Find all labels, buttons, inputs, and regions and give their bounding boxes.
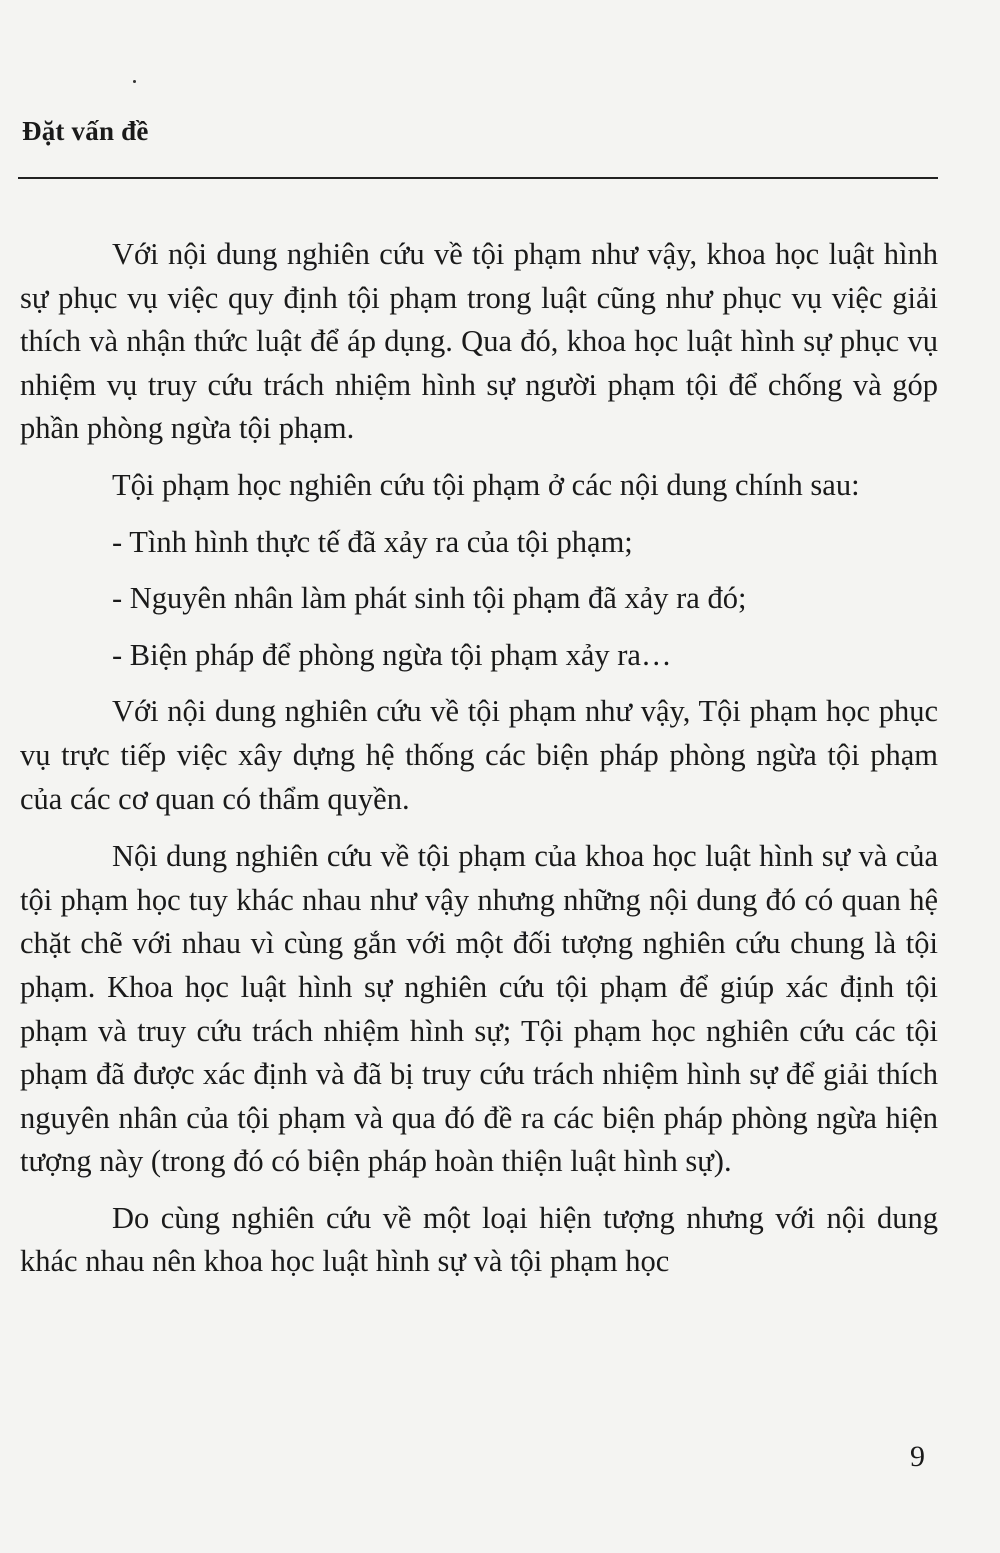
paragraph: Tội phạm học nghiên cứu tội phạm ở các nội dung chính sau:: [112, 467, 860, 502]
page-number: 9: [910, 1440, 925, 1473]
body-text: [20, 233, 938, 1284]
ink-dot: [133, 80, 136, 83]
paragraph: Với nội dung nghiên cứu về tội phạm như vậy, khoa học luật hình sự phục vụ việc quy định tội phạm trong luật cũng như phục vụ việc giải thích và nhận thức luật để áp dụng. Qua đó, khoa học luật hình sự phục vụ nhiệm vụ truy cứu trách nhiệm hình sự người phạm tội để chống và góp phần phòng ngừa tội phạm.: [20, 237, 938, 446]
running-header: Đặt vấn đề: [22, 116, 149, 146]
paragraph: Với nội dung nghiên cứu về tội phạm như vậy, Tội phạm học phục vụ trực tiếp việc xây dựng hệ thống các biện pháp phòng ngừa tội phạm của các cơ quan có thẩm quyền.: [20, 694, 938, 816]
paragraph: Nội dung nghiên cứu về tội phạm của khoa học luật hình sự và của tội phạm học tuy khác nhau như vậy nhưng những nội dung đó có quan hệ chặt chẽ với nhau vì cùng gắn với một đối tượng nghiên cứu chung là tội phạm. Khoa học luật hình sự nghiên cứu tội phạm để giúp xác định tội phạm và truy cứu trách nhiệm hình sự; Tội phạm học nghiên cứu các tội phạm đã được xác định và đã bị truy cứu trách nhiệm hình sự để giải thích nguyên nhân của tội phạm và qua đó đề ra các biện pháp phòng ngừa hiện tượng này (trong đó có biện pháp hoàn thiện luật hình sự).: [20, 839, 938, 1179]
list-item: - Tình hình thực tế đã xảy ra của tội phạm;: [112, 524, 633, 559]
paragraph: Do cùng nghiên cứu về một loại hiện tượng nhưng với nội dung khác nhau nên khoa học luật hình sự và tội phạm học: [20, 1200, 938, 1279]
list-item: - Nguyên nhân làm phát sinh tội phạm đã xảy ra đó;: [112, 581, 747, 616]
list-item: - Biện pháp để phòng ngừa tội phạm xảy ra…: [112, 637, 672, 672]
header-rule: [18, 177, 938, 179]
